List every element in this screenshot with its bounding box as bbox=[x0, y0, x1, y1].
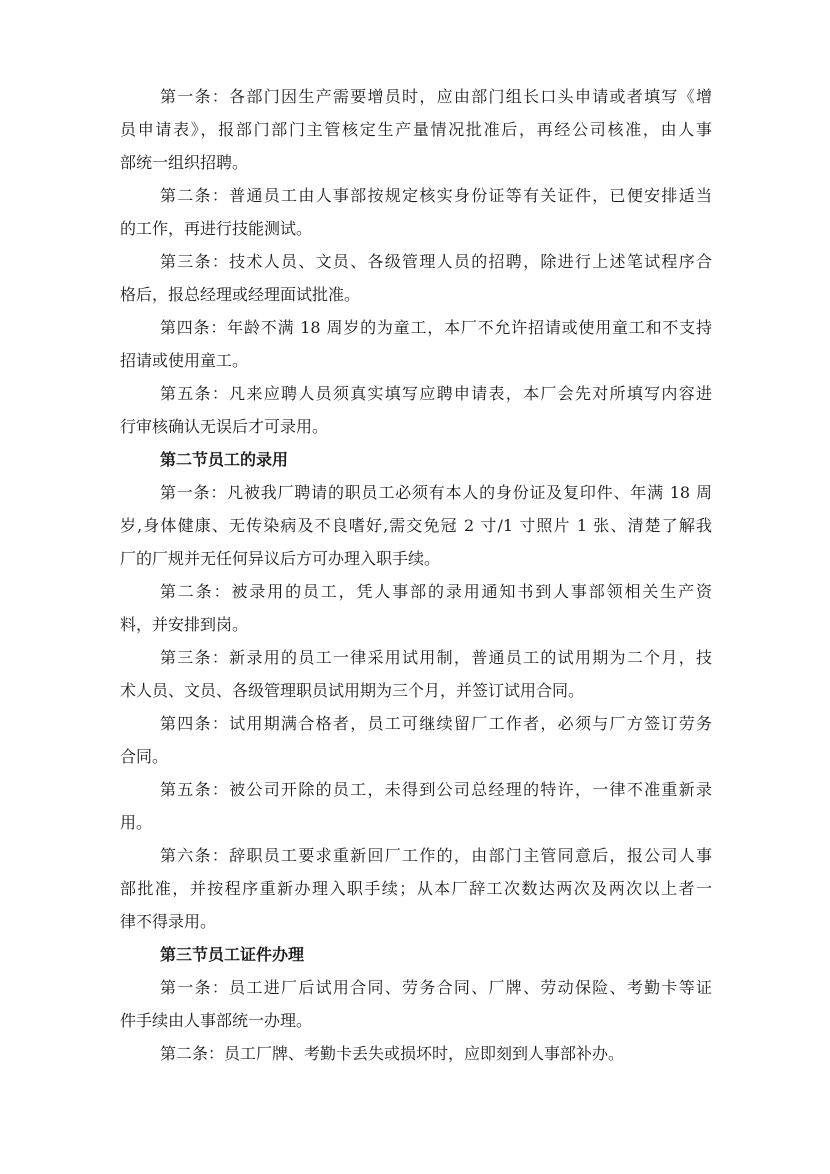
text-line: 第三条：新录用的员工一律采用试用制，普通员工的试用期为二个月，技 bbox=[160, 648, 712, 667]
text-line: 第五条：凡来应聘人员须真实填写应聘申请表，本厂会先对所填写内容进 bbox=[160, 384, 712, 403]
clause-paragraph bbox=[120, 575, 712, 641]
text-line: 岁,身体健康、无传染病及不良嗜好,需交免冠 2 寸/1 寸照片 1 张、清楚了解我 bbox=[120, 516, 712, 535]
text-line: 员申请表》，报部门部门主管核定生产量情况批准后，再经公司核准，由人事 bbox=[120, 120, 712, 139]
clause-paragraph bbox=[120, 773, 712, 839]
text-line: 格后，报总经理或经理面试批准。 bbox=[120, 285, 361, 304]
clause-paragraph bbox=[120, 377, 712, 443]
text-line: 的工作，再进行技能测试。 bbox=[120, 219, 313, 238]
text-line: 第三节员工证件办理 bbox=[160, 945, 305, 964]
text-line: 合同。 bbox=[120, 747, 169, 766]
section-heading bbox=[120, 443, 712, 476]
text-line: 行审核确认无误后才可录用。 bbox=[120, 417, 329, 436]
text-line: 第四条：试用期满合格者，员工可继续留厂工作者，必须与厂方签订劳务 bbox=[160, 714, 712, 733]
text-line: 招请或使用童工。 bbox=[120, 351, 249, 370]
clause-paragraph bbox=[120, 179, 712, 245]
section-heading bbox=[120, 938, 712, 971]
clause-paragraph bbox=[120, 839, 712, 938]
clause-paragraph bbox=[120, 1037, 712, 1070]
text-line: 件手续由人事部统一办理。 bbox=[120, 1011, 313, 1030]
text-line: 部统一组织招聘。 bbox=[120, 153, 249, 172]
text-line: 厂的厂规并无任何异议后方可办理入职手续。 bbox=[120, 549, 441, 568]
document-body bbox=[120, 80, 712, 1070]
text-line: 律不得录用。 bbox=[120, 912, 217, 931]
text-line: 第二条：被录用的员工，凭人事部的录用通知书到人事部领相关生产资 bbox=[160, 582, 712, 601]
text-line: 第五条：被公司开除的员工，未得到公司总经理的特许，一律不准重新录 bbox=[160, 780, 712, 799]
text-line: 第二条：员工厂牌、考勤卡丢失或损坏时，应即刻到人事部补办。 bbox=[160, 1044, 625, 1063]
clause-paragraph bbox=[120, 476, 712, 575]
text-line: 料，并安排到岗。 bbox=[120, 615, 249, 634]
text-line: 第三条：技术人员、文员、各级管理人员的招聘，除进行上述笔试程序合 bbox=[160, 252, 712, 271]
text-line: 第二条：普通员工由人事部按规定核实身份证等有关证件，已便安排适当 bbox=[160, 186, 712, 205]
text-line: 术人员、文员、各级管理职员试用期为三个月，并签订试用合同。 bbox=[120, 681, 585, 700]
clause-paragraph bbox=[120, 971, 712, 1037]
text-line: 用。 bbox=[120, 813, 153, 832]
text-line: 第一条：员工进厂后试用合同、劳务合同、厂牌、劳动保险、考勤卡等证 bbox=[160, 978, 712, 997]
text-line: 第二节员工的录用 bbox=[160, 450, 289, 469]
text-line: 部批准，并按程序重新办理入职手续；从本厂辞工次数达两次及两次以上者一 bbox=[120, 879, 712, 898]
clause-paragraph bbox=[120, 311, 712, 377]
text-line: 第六条：辞职员工要求重新回厂工作的，由部门主管同意后，报公司人事 bbox=[160, 846, 712, 865]
text-line: 第四条：年龄不满 18 周岁的为童工，本厂不允许招请或使用童工和不支持 bbox=[160, 318, 712, 337]
text-line: 第一条：各部门因生产需要增员时，应由部门组长口头申请或者填写《增 bbox=[160, 87, 712, 106]
clause-paragraph bbox=[120, 80, 712, 179]
clause-paragraph bbox=[120, 641, 712, 707]
clause-paragraph bbox=[120, 245, 712, 311]
text-line: 第一条：凡被我厂聘请的职员工必须有本人的身份证及复印件、年满 18 周 bbox=[160, 483, 712, 502]
clause-paragraph bbox=[120, 707, 712, 773]
